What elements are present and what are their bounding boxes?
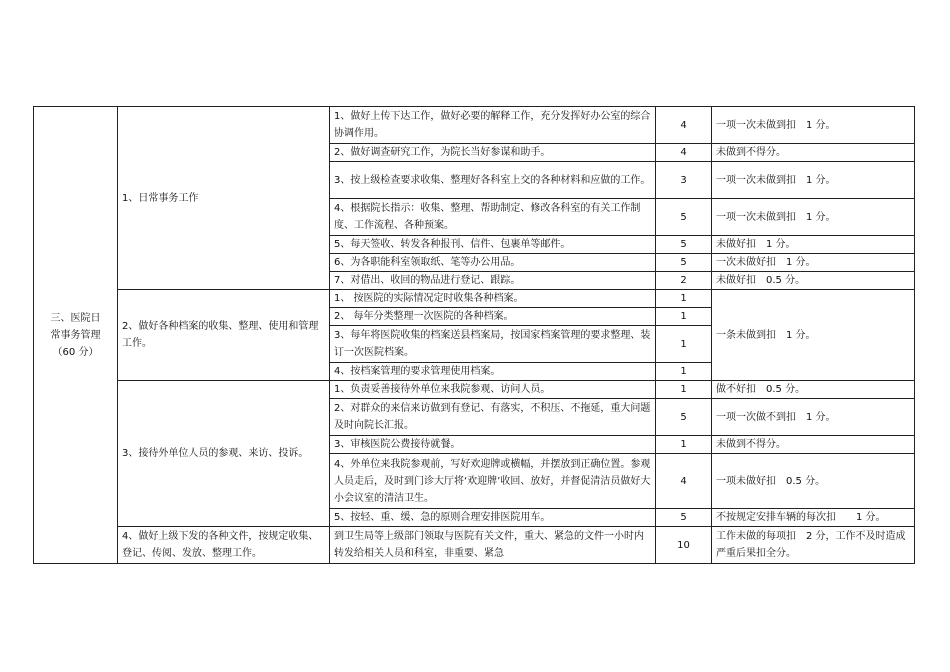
- table-row: [34, 527, 915, 564]
- item-score: 5: [656, 236, 712, 254]
- item-text: 1、做好上传下达工作，做好必要的解释工作，充分发挥好办公室的综合协调作用。: [330, 107, 656, 144]
- item-text: 3、审核医院公费接待就餐。: [330, 436, 656, 454]
- item-score: 5: [656, 509, 712, 527]
- evaluation-table: [33, 106, 915, 564]
- item-text: 6、为各职能科室领取纸、笔等办公用品。: [330, 254, 656, 272]
- item-text: 3、每年将医院收集的档案送县档案局，按国家档案管理的要求整理、装订一次医院档案。: [330, 326, 656, 363]
- section-score: （60 分）: [52, 346, 99, 358]
- item-score: 1: [656, 436, 712, 454]
- section-title-cell: [34, 107, 118, 564]
- item-rule: 未做好扣 0.5 分。: [712, 272, 915, 290]
- table-row: [34, 107, 915, 144]
- item-rule: 一次未做好扣 1 分。: [712, 254, 915, 272]
- item-text: 4、按档案管理的要求管理使用档案。: [330, 363, 656, 381]
- item-rule: 工作未做的每项扣 2 分，工作不及时造成严重后果扣全分。: [712, 527, 915, 564]
- section-title-line2: 常事务管理: [50, 329, 101, 341]
- item-rule: 一项未做好扣 0.5 分。: [712, 454, 915, 509]
- item-rule: 一项一次未做到扣 1 分。: [712, 162, 915, 199]
- item-score: 3: [656, 162, 712, 199]
- item-text: 2、对群众的来信来访做到有登记、有落实，不积压、不拖延，重大问题及时向院长汇报。: [330, 399, 656, 436]
- item-rule: 一条未做到扣 1 分。: [712, 290, 915, 381]
- item-score: 5: [656, 254, 712, 272]
- item-rule: 一项一次未做到扣 1 分。: [712, 199, 915, 236]
- item-score: 5: [656, 199, 712, 236]
- item-score: 4: [656, 107, 712, 144]
- item-score: 1: [656, 363, 712, 381]
- item-rule: 未做到不得分。: [712, 144, 915, 162]
- item-text: 4、外单位来我院参观前，写好欢迎牌或横幅，并摆放到正确位置。参观人员走后，及时到门诊大厅将‘欢迎牌’收回、放好，并督促清洁员做好大小会议室的清洁卫生。: [330, 454, 656, 509]
- item-text: 2、做好调查研究工作，为院长当好参谋和助手。: [330, 144, 656, 162]
- group-title: 4、做好上级下发的各种文件，按规定收集、登记、传阅、发放、整理工作。: [118, 527, 330, 564]
- item-rule: 不按规定安排车辆的每次扣 1 分。: [712, 509, 915, 527]
- item-text: 1、负责妥善接待外单位来我院参观、访问人员。: [330, 381, 656, 399]
- table-row: [34, 381, 915, 399]
- item-rule: 一项一次做不到扣 1 分。: [712, 399, 915, 436]
- table-row: [34, 290, 915, 308]
- item-text: 5、每天签收、转发各种报刊、信件、包裹单等邮件。: [330, 236, 656, 254]
- group-title: 2、做好各种档案的收集、整理、使用和管理工作。: [118, 290, 330, 381]
- item-score: 1: [656, 381, 712, 399]
- item-text: 1、 按医院的实际情况定时收集各种档案。: [330, 290, 656, 308]
- item-text: 2、 每年分类整理一次医院的各种档案。: [330, 308, 656, 326]
- item-rule: 一项一次未做到扣 1 分。: [712, 107, 915, 144]
- item-text: 7、对借出、收回的物品进行登记、跟踪。: [330, 272, 656, 290]
- item-score: 4: [656, 454, 712, 509]
- item-score: 1: [656, 290, 712, 308]
- item-text: 3、按上级检查要求收集、整理好各科室上交的各种材料和应做的工作。: [330, 162, 656, 199]
- item-rule: 未做好扣 1 分。: [712, 236, 915, 254]
- item-text: 5、按轻、重、缓、急的原则合理安排医院用车。: [330, 509, 656, 527]
- item-score: 5: [656, 399, 712, 436]
- section-title-line1: 三、医院日: [50, 312, 101, 324]
- item-score: 1: [656, 308, 712, 326]
- item-text: 4、根据院长指示：收集、整理、帮助制定、修改各科室的有关工作制度、工作流程、各种预案。: [330, 199, 656, 236]
- item-text: 到卫生局等上级部门领取与医院有关文件，重大、紧急的文件一小时内转发给相关人员和科室，非重要、紧急: [330, 527, 656, 564]
- item-score: 10: [656, 527, 712, 564]
- item-rule: 做不好扣 0.5 分。: [712, 381, 915, 399]
- item-rule: 未做到不得分。: [712, 436, 915, 454]
- group-title: 3、接待外单位人员的参观、来访、投诉。: [118, 381, 330, 527]
- group-title: 1、日常事务工作: [118, 107, 330, 290]
- item-score: 2: [656, 272, 712, 290]
- item-score: 4: [656, 144, 712, 162]
- item-score: 1: [656, 326, 712, 363]
